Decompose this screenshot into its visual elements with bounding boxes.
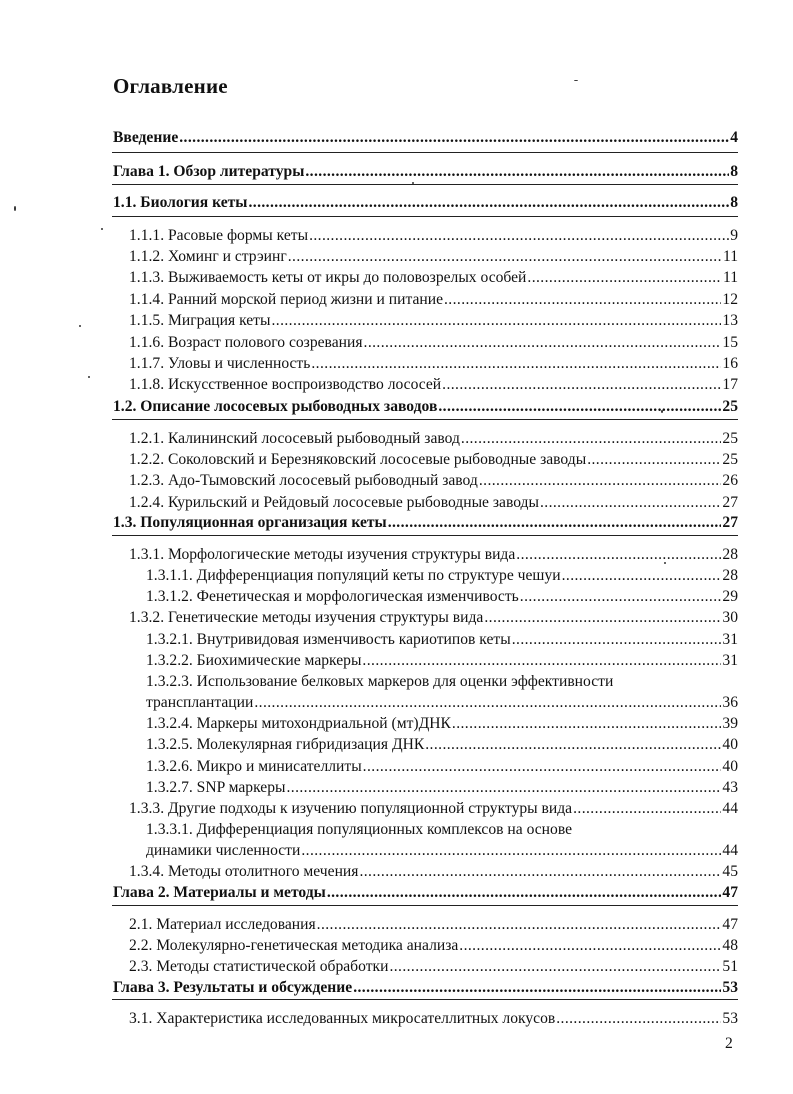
toc-entry[interactable] — [129, 333, 738, 352]
toc-entry-label: 3.1. Характеристика исследованных микросателлитных локусов — [129, 1010, 556, 1027]
toc-entry[interactable] — [129, 311, 738, 330]
toc-entry[interactable] — [129, 429, 738, 448]
toc-entry-label: 1.2.3. Адо-Тымовский лососевый рыбоводный завод — [129, 472, 478, 489]
toc-entry-page: 53 — [722, 1010, 738, 1027]
toc-entry-label: 1.3.1.1. Дифференциация популяций кеты по структуре чешуи — [146, 567, 561, 584]
toc-entry[interactable] — [129, 247, 738, 266]
toc-leader-dots — [461, 429, 722, 448]
toc-leader-dots — [305, 162, 729, 181]
toc-entry-label: 1.3.2.1. Внутривидовая изменчивость кариотипов кеты — [146, 631, 511, 648]
toc-entry-page: 40 — [722, 758, 738, 775]
toc-entry-label: 1.3.2.4. Маркеры митохондриальной (мт)ДНК — [146, 715, 451, 732]
toc-leader-dots — [562, 566, 722, 585]
toc-entry[interactable] — [129, 1009, 738, 1028]
toc-leader-dots — [254, 693, 721, 712]
toc-leader-dots — [388, 513, 722, 532]
toc-leader-dots — [364, 333, 722, 352]
toc-entry[interactable] — [146, 714, 738, 733]
toc-leader-dots — [520, 587, 722, 606]
toc-entry[interactable] — [129, 450, 738, 469]
page-number: 2 — [725, 1035, 733, 1052]
toc-entry-page: 25 — [722, 451, 738, 468]
toc-entry-page: 11 — [722, 248, 738, 265]
toc-entry-page: 27 — [722, 514, 738, 531]
toc-leader-dots — [288, 247, 722, 266]
toc-leader-dots — [389, 957, 721, 976]
scan-speck — [14, 206, 16, 211]
toc-entry-label: динамики численности — [146, 842, 301, 859]
toc-entry-text: 1.3.2.3. Использование белковых маркеров для оценки эффективности — [146, 673, 614, 690]
toc-entry-page: 40 — [722, 736, 738, 753]
toc-leader-dots — [317, 915, 722, 934]
toc-entry[interactable] — [146, 693, 738, 712]
toc-entry-page: 26 — [722, 472, 738, 489]
toc-entry[interactable] — [129, 936, 738, 955]
toc-leader-dots — [438, 397, 721, 416]
toc-leader-dots — [286, 778, 721, 797]
toc-leader-dots — [311, 354, 721, 373]
toc-entry-page: 8 — [730, 163, 738, 180]
toc-entry-label: 1.1. Биология кеты — [113, 194, 248, 211]
toc-leader-dots — [442, 375, 721, 394]
toc-entry-page: 15 — [722, 334, 738, 351]
toc-entry-page: 8 — [730, 194, 738, 211]
table-rule — [112, 999, 738, 1000]
toc-entry-label: 2.2. Молекулярно-генетическая методика анализа — [129, 937, 459, 954]
toc-entry[interactable] — [146, 651, 738, 670]
toc-entry-page: 39 — [722, 715, 738, 732]
toc-entry-label: Глава 2. Материалы и методы — [113, 884, 326, 901]
toc-leader-dots — [479, 471, 722, 490]
toc-entry-label: 1.1.2. Хоминг и стрэинг — [129, 248, 287, 265]
toc-entry-page: 51 — [722, 958, 738, 975]
toc-entry[interactable] — [113, 128, 738, 147]
toc-leader-dots — [353, 978, 721, 997]
toc-entry[interactable] — [129, 471, 738, 490]
toc-entry-page: 45 — [722, 863, 738, 880]
toc-entry-page: 31 — [722, 652, 738, 669]
toc-entry-page: 4 — [730, 129, 738, 146]
toc-entry-label: Глава 1. Обзор литературы — [113, 163, 305, 180]
toc-entry[interactable] — [113, 193, 738, 212]
toc-entry-label: 2.3. Методы статистической обработки — [129, 958, 389, 975]
toc-leader-dots — [363, 757, 722, 776]
toc-entry[interactable] — [113, 978, 738, 997]
toc-entry-page: 28 — [722, 567, 738, 584]
toc-entry-label: Глава 3. Результаты и обсуждение — [113, 979, 353, 996]
toc-entry[interactable] — [129, 957, 738, 976]
toc-leader-dots — [459, 936, 721, 955]
toc-entry-page: 25 — [722, 430, 738, 447]
table-rule — [112, 184, 738, 185]
table-rule — [112, 419, 738, 420]
toc-entry-label: 1.2.1. Калининский лососевый рыбоводный завод — [129, 430, 460, 447]
toc-entry-label: 1.3.2. Генетические методы изучения структуры вида — [129, 609, 484, 626]
toc-entry-label: 1.3.2.6. Микро и минисателлиты — [146, 758, 362, 775]
toc-entry-label: 1.3. Популяционная организация кеты — [113, 514, 387, 531]
toc-entry-page: 9 — [730, 227, 738, 244]
toc-leader-dots — [444, 290, 721, 309]
toc-entry[interactable] — [146, 630, 738, 649]
toc-entry[interactable] — [146, 566, 738, 585]
toc-entry[interactable] — [129, 915, 738, 934]
toc-leader-dots — [527, 268, 722, 287]
toc-leader-dots — [540, 493, 721, 512]
toc-leader-dots — [248, 193, 729, 212]
toc-entry[interactable] — [129, 290, 738, 309]
toc-leader-dots — [362, 651, 721, 670]
toc-entry-page: 12 — [722, 291, 738, 308]
toc-leader-dots — [271, 311, 721, 330]
toc-leader-dots — [516, 545, 721, 564]
toc-entry-page: 25 — [722, 398, 738, 415]
toc-entry[interactable] — [146, 841, 738, 860]
toc-entry[interactable] — [113, 162, 738, 181]
toc-entry[interactable] — [113, 397, 738, 416]
toc-entry-label: 1.3.2.2. Биохимические маркеры — [146, 652, 362, 669]
scan-speck — [661, 410, 663, 413]
toc-entry-page: 47 — [722, 884, 738, 901]
scan-speck — [88, 376, 90, 378]
toc-leader-dots — [484, 608, 721, 627]
toc-entry[interactable] — [146, 757, 738, 776]
toc-entry-label: 1.2.4. Курильский и Рейдовый лососевые рыбоводные заводы — [129, 494, 539, 511]
toc-entry[interactable] — [146, 778, 738, 797]
toc-entry-label: 1.1.8. Искусственное воспроизводство лососей — [129, 376, 442, 393]
toc-entry[interactable] — [129, 354, 738, 373]
toc-entry-label: 1.3.1.2. Фенетическая и морфологическая изменчивость — [146, 588, 519, 605]
toc-entry[interactable] — [129, 799, 738, 818]
toc-entry-page: 17 — [722, 376, 738, 393]
table-rule — [112, 535, 738, 536]
table-rule — [112, 216, 738, 217]
toc-entry-label: 1.1.5. Миграция кеты — [129, 312, 271, 329]
toc-entry-page: 13 — [722, 312, 738, 329]
toc-entry-label: 1.1.7. Уловы и численность — [129, 355, 311, 372]
toc-entry[interactable] — [129, 862, 738, 881]
toc-entry[interactable] — [129, 608, 738, 627]
toc-entry[interactable] — [113, 513, 738, 532]
scan-speck — [574, 80, 578, 81]
toc-entry-page: 36 — [722, 694, 738, 711]
scan-speck — [412, 182, 414, 184]
scan-speck — [664, 562, 666, 564]
toc-entry-page: 48 — [722, 937, 738, 954]
scan-speck — [79, 325, 81, 327]
toc-entry-label: 1.1.4. Ранний морской период жизни и питание — [129, 291, 443, 308]
toc-entry[interactable] — [146, 735, 738, 754]
toc-entry-page: 44 — [722, 800, 738, 817]
toc-entry[interactable] — [129, 493, 738, 512]
toc-entry-label: 1.2.2. Соколовский и Березняковский лососевые рыбоводные заводы — [129, 451, 587, 468]
toc-leader-dots — [359, 862, 721, 881]
toc-entry[interactable] — [129, 268, 738, 287]
scan-speck — [101, 228, 103, 230]
toc-leader-dots — [573, 799, 721, 818]
toc-title: Оглавление — [113, 74, 228, 98]
toc-entry-page: 47 — [722, 916, 738, 933]
toc-entry[interactable] — [129, 375, 738, 394]
toc-entry-label: трансплантации — [146, 694, 254, 711]
toc-entry[interactable] — [113, 883, 738, 902]
toc-leader-dots — [327, 883, 722, 902]
toc-entry-label: 1.3.2.7. SNP маркеры — [146, 779, 286, 796]
toc-entry[interactable] — [146, 587, 738, 606]
toc-entry-page: 53 — [722, 979, 738, 996]
toc-entry-page: 31 — [722, 631, 738, 648]
toc-entry[interactable] — [129, 226, 738, 245]
toc-entry-page: 29 — [722, 588, 738, 605]
toc-entry-page: 16 — [722, 355, 738, 372]
toc-entry-page: 44 — [722, 842, 738, 859]
toc-leader-dots — [452, 714, 722, 733]
table-rule — [112, 905, 738, 906]
toc-entry-label: 1.3.1. Морфологические методы изучения структуры вида — [129, 546, 516, 563]
toc-leader-dots — [301, 841, 721, 860]
toc-entry-page: 43 — [722, 779, 738, 796]
toc-entry-page: 28 — [722, 546, 738, 563]
toc-entry-page: 27 — [722, 494, 738, 511]
toc-entry-label: 1.2. Описание лососевых рыбоводных заводов — [113, 398, 438, 415]
toc-entry-label: 2.1. Материал исследования — [129, 916, 316, 933]
toc-leader-dots — [512, 630, 722, 649]
toc-entry-label: 1.3.4. Методы отолитного мечения — [129, 863, 359, 880]
toc-leader-dots — [425, 735, 721, 754]
toc-entry-page: 11 — [722, 269, 738, 286]
toc-leader-dots — [309, 226, 729, 245]
toc-entry-page: 30 — [722, 609, 738, 626]
toc-entry-text: 1.3.3.1. Дифференциация популяционных комплексов на основе — [146, 821, 573, 838]
toc-leader-dots — [556, 1009, 721, 1028]
toc-entry-label: 1.3.3. Другие подходы к изучению популяционной структуры вида — [129, 800, 573, 817]
toc-entry-label: 1.1.3. Выживаемость кеты от икры до половозрелых особей — [129, 269, 527, 286]
toc-entry-label: 1.3.2.5. Молекулярная гибридизация ДНК — [146, 736, 425, 753]
toc-entry-label: 1.1.1. Расовые формы кеты — [129, 227, 309, 244]
toc-leader-dots — [179, 128, 729, 147]
toc-leader-dots — [587, 450, 721, 469]
toc-entry-label: 1.1.6. Возраст полового созревания — [129, 334, 363, 351]
toc-entry-label: Введение — [113, 129, 179, 146]
table-rule — [112, 152, 738, 153]
toc-entry[interactable] — [129, 545, 738, 564]
